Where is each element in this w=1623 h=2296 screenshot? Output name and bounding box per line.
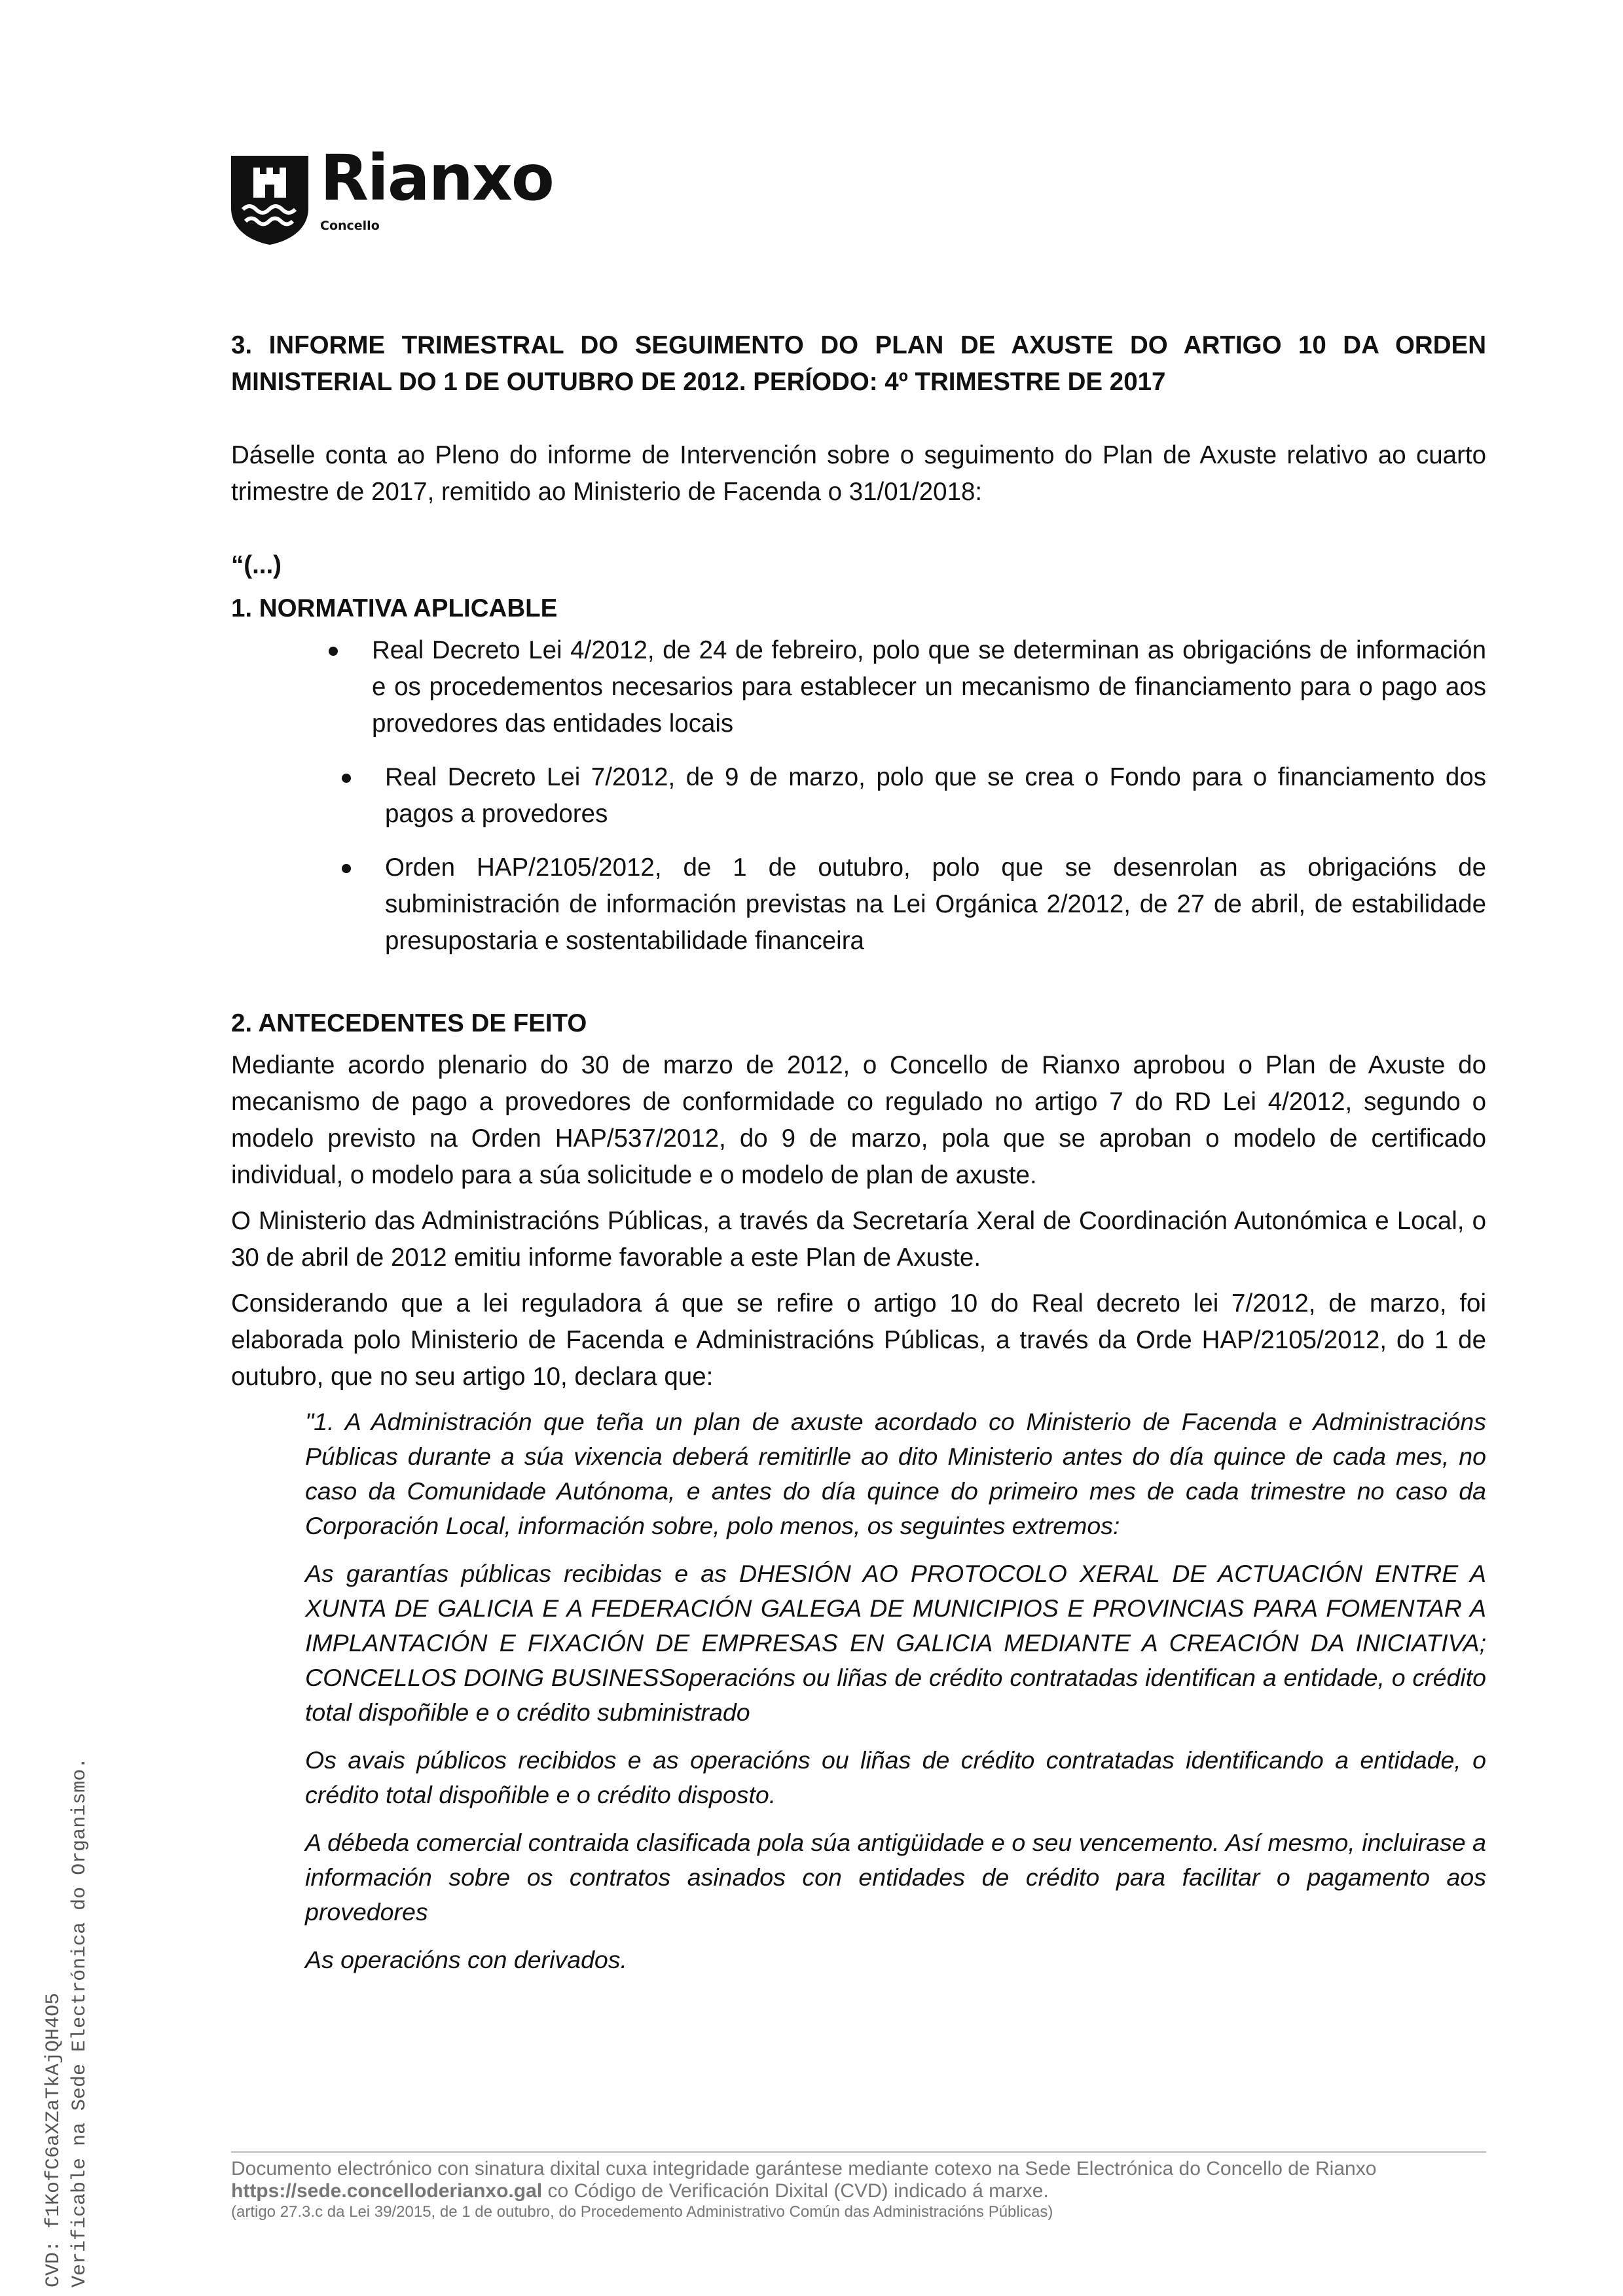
document-title: 3. INFORME TRIMESTRAL DO SEGUIMENTO DO PLAN DE AXUSTE DO ARTIGO 10 DA ORDEN MINISTERIAL DO 1 DE OUTUBRO DE 2012. PERÍODO: 4º TRIMESTRE DE 2017 bbox=[231, 331, 1486, 396]
normativa-list bbox=[231, 632, 1486, 960]
document-body bbox=[231, 327, 1486, 1990]
cvd-code: CVD: f1KofC6aXZaTkAjQH4O5 bbox=[43, 1992, 65, 2287]
logo-subtitle: Concello bbox=[320, 219, 380, 233]
list-item: Real Decreto Lei 4/2012, de 24 de febreiro, polo que se determinan as obrigacións de información e os procedementos necesarios para establecer un mecanismo de financiamento para o pago aos provedores das entidades locais bbox=[372, 632, 1486, 742]
quoted-paragraph: Os avais públicos recibidos e as operacións ou liñas de crédito contratadas identificando a entidade, o crédito total dispoñible e o crédito disposto. bbox=[305, 1746, 1486, 1808]
side-verification-text bbox=[41, 1757, 93, 2287]
sede-link[interactable]: https://sede.concelloderianxo.gal bbox=[231, 2180, 543, 2202]
quoted-paragraph: A débeda comercial contraida clasificada pola súa antigüidade e o seu vencemento. Así mesmo, incluirase a información sobre os contratos asinados con entidades de crédito para facilitar o pagamento aos provedores bbox=[305, 1829, 1486, 1926]
footer-line1: Documento electrónico con sinatura dixital cuxa integridade garántese mediante cotexo na Sede Electrónica do Concello de Rianxo bbox=[231, 2158, 1377, 2179]
list-item: Real Decreto Lei 7/2012, de 9 de marzo, polo que se crea o Fondo para o financiamento dos pagos a provedores bbox=[385, 759, 1486, 833]
list-item: Orden HAP/2105/2012, de 1 de outubro, polo que se desenrolan as obrigacións de subministración de información previstas na Lei Orgánica 2/2012, de 27 de abril, de estabilidade presupostaria e sostentabilidade financeira bbox=[385, 850, 1486, 960]
footer-line3: (artigo 27.3.c da Lei 39/2015, de 1 de outubro, do Procedemento Administrativo Común das Administracións Públicas) bbox=[231, 2203, 1053, 2221]
quoted-paragraph: As garantías públicas recibidas e as DHESIÓN AO PROTOCOLO XERAL DE ACTUACIÓN ENTRE A XUNTA DE GALICIA E A FEDERACIÓN GALEGA DE MUNICIPIOS E PROVINCIAS PARA FOMENTAR A IMPLANTACIÓN E FIXACIÓN DE EMPRESAS EN GALICIA MEDIANTE A CREACIÓN DA INICIATIVA; CONCELLOS DOING BUSINESSoperacións ou liñas de crédito contratadas identifican a entidade, o crédito total dispoñible e o crédito subministrado bbox=[305, 1560, 1486, 1726]
verification-note: Verificable na Sede Electrónica do Organismo. bbox=[69, 1757, 91, 2287]
concello-logo bbox=[231, 141, 558, 247]
section1-heading: 1. NORMATIVA APLICABLE bbox=[231, 594, 558, 622]
quote-open: “(...) bbox=[231, 551, 282, 579]
quoted-paragraph: As operacións con derivados. bbox=[305, 1946, 627, 1973]
bullet-icon bbox=[342, 864, 351, 873]
paragraph: O Ministerio das Administracións Públicas, a través da Secretaría Xeral de Coordinación Autonómica e Local, o 30 de abril de 2012 emitiu informe favorable a este Plan de Axuste. bbox=[231, 1207, 1486, 1272]
intro-paragraph: Dáselle conta ao Pleno do informe de Intervención sobre o seguimento do Plan de Axuste relativo ao cuarto trimestre de 2017, remitido ao Ministerio de Facenda o 31/01/2018: bbox=[231, 441, 1486, 506]
bullet-icon bbox=[342, 774, 351, 783]
logo-name: Rianxo bbox=[320, 141, 553, 215]
rianxo-shield-icon bbox=[231, 156, 308, 245]
footer-line2: https://sede.concelloderianxo.gal co Código de Verificación Dixital (CVD) indicado á marxe. bbox=[231, 2180, 1049, 2202]
footer bbox=[231, 2151, 1486, 2222]
quoted-article bbox=[305, 1405, 1486, 1977]
paragraph: Mediante acordo plenario do 30 de marzo de 2012, o Concello de Rianxo aprobou o Plan de Axuste do mecanismo de pago a provedores de conformidade co regulado no artigo 7 do RD Lei 4/2012, segundo o modelo previsto na Orden HAP/537/2012, do 9 de marzo, pola que se aproban o modelo de certificado individual, o modelo para a súa solicitude e o modelo de plan de axuste. bbox=[231, 1051, 1486, 1189]
section2-heading: 2. ANTECEDENTES DE FEITO bbox=[231, 1009, 587, 1037]
bullet-icon bbox=[329, 647, 338, 656]
paragraph: Considerando que a lei reguladora á que se refire o artigo 10 do Real decreto lei 7/2012, de marzo, foi elaborada polo Ministerio de Facenda e Administracións Públicas, a través da Orde HAP/2105/2012, do 1 de outubro, que no seu artigo 10, declara que: bbox=[231, 1289, 1486, 1391]
quoted-paragraph: "1. A Administración que teña un plan de axuste acordado co Ministerio de Facenda e Administracións Públicas durante a súa vixencia deberá remitirlle ao dito Ministerio antes do día quince de cada mes, no caso da Comunidade Autónoma, e antes do día quince do primeiro mes de cada trimestre no caso da Corporación Local, información sobre, polo menos, os seguintes extremos: bbox=[305, 1408, 1486, 1539]
